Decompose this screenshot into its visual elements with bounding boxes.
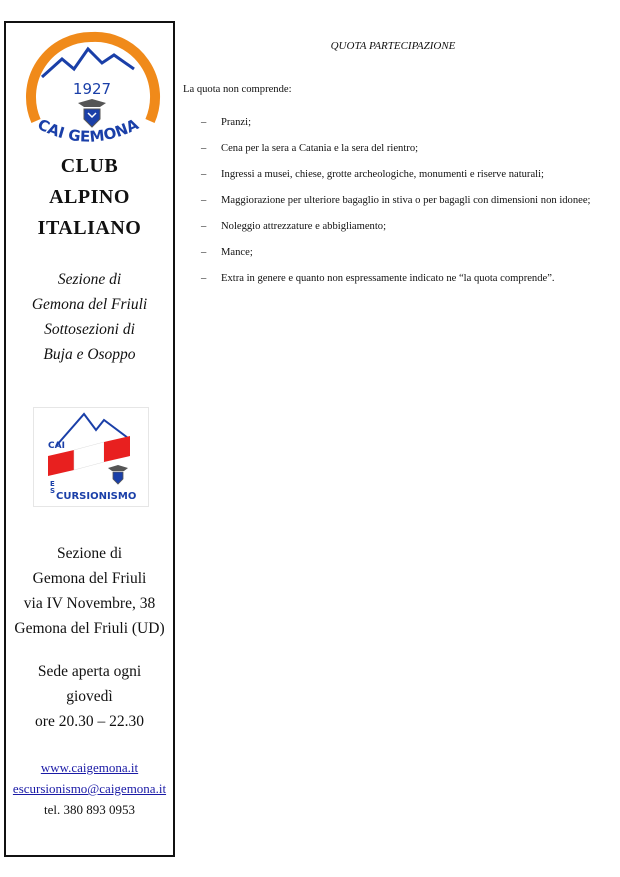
dash-bullet: – bbox=[201, 221, 207, 232]
dash-bullet: – bbox=[201, 195, 207, 206]
logo-year: 1927 bbox=[72, 80, 112, 98]
esc-cai-text: CAI bbox=[48, 441, 65, 451]
address-line: Sezione di bbox=[57, 545, 122, 562]
list-item-text: Mance; bbox=[221, 247, 253, 258]
main-content bbox=[183, 40, 608, 284]
address-line: via IV Novembre, 38 bbox=[23, 595, 156, 612]
opening-hours bbox=[6, 659, 173, 734]
website-link[interactable]: www.caigemona.it bbox=[40, 760, 139, 775]
list-item-text: Cena per la sera a Catania e la sera del rientro; bbox=[221, 143, 419, 154]
list-item bbox=[183, 214, 608, 240]
esc-letter-e: E bbox=[50, 480, 55, 488]
club-name bbox=[6, 151, 173, 244]
dash-bullet: – bbox=[201, 117, 207, 128]
contacts-block bbox=[6, 757, 173, 820]
list-item-text: Maggiorazione per ulteriore bagaglio in stiva o per bagagli con dimensioni non idonee; bbox=[221, 195, 591, 206]
esc-flag-red-right bbox=[104, 436, 130, 462]
sede-line: Sede aperta ogni bbox=[37, 663, 142, 680]
escursionismo-logo bbox=[33, 407, 149, 507]
esc-eagle-icon bbox=[108, 465, 128, 484]
list-item-text: Ingressi a musei, chiese, grotte archeologiche, monumenti e riserve naturali; bbox=[221, 169, 544, 180]
sezione-line: Sottosezioni di bbox=[44, 321, 135, 338]
list-item bbox=[183, 240, 608, 266]
email-link[interactable]: escursionismo@caigemona.it bbox=[12, 781, 167, 796]
sezione-line: Gemona del Friuli bbox=[31, 296, 148, 313]
esc-word: CURSIONISMO bbox=[56, 491, 137, 502]
list-item bbox=[183, 136, 608, 162]
intro-text: La quota non comprende: bbox=[183, 84, 292, 95]
esc-letter-s: S bbox=[50, 487, 56, 495]
list-item bbox=[183, 110, 608, 136]
list-item-text: Noleggio attrezzature e abbigliamento; bbox=[221, 221, 387, 232]
list-item bbox=[183, 266, 608, 292]
list-item-text: Pranzi; bbox=[221, 117, 252, 128]
club-line: CLUB bbox=[60, 155, 119, 177]
sezione-line: Sezione di bbox=[57, 271, 122, 288]
address-line: Gemona del Friuli bbox=[32, 570, 147, 587]
club-line: ITALIANO bbox=[37, 217, 142, 239]
sede-line: giovedì bbox=[66, 688, 113, 705]
dash-bullet: – bbox=[201, 169, 207, 180]
address-line: Gemona del Friuli (UD) bbox=[14, 620, 165, 637]
phone-number: tel. 380 893 0953 bbox=[44, 802, 135, 817]
sidebar-panel bbox=[4, 21, 175, 857]
sede-line: ore 20.30 – 22.30 bbox=[35, 713, 144, 730]
dash-bullet: – bbox=[201, 143, 207, 154]
dash-bullet: – bbox=[201, 273, 207, 284]
sezione-info bbox=[6, 267, 173, 367]
address-block bbox=[6, 541, 173, 641]
sezione-line: Buja e Osoppo bbox=[43, 346, 136, 363]
page-title: QUOTA PARTECIPAZIONE bbox=[330, 40, 456, 52]
logo-arc bbox=[31, 37, 155, 121]
esc-flag-red-left bbox=[48, 450, 74, 476]
cai-gemona-logo bbox=[22, 29, 162, 149]
dash-bullet: – bbox=[201, 247, 207, 258]
esc-flag-white bbox=[74, 442, 104, 470]
exclusions-list bbox=[183, 110, 608, 292]
list-item bbox=[183, 162, 608, 188]
list-item bbox=[183, 188, 608, 214]
club-line: ALPINO bbox=[49, 186, 130, 208]
cai-eagle-icon bbox=[78, 99, 106, 127]
logo-text: CAI GEMONA bbox=[34, 115, 142, 146]
list-item-text: Extra in genere e quanto non espressamente indicato ne “la quota comprende”. bbox=[221, 273, 555, 284]
